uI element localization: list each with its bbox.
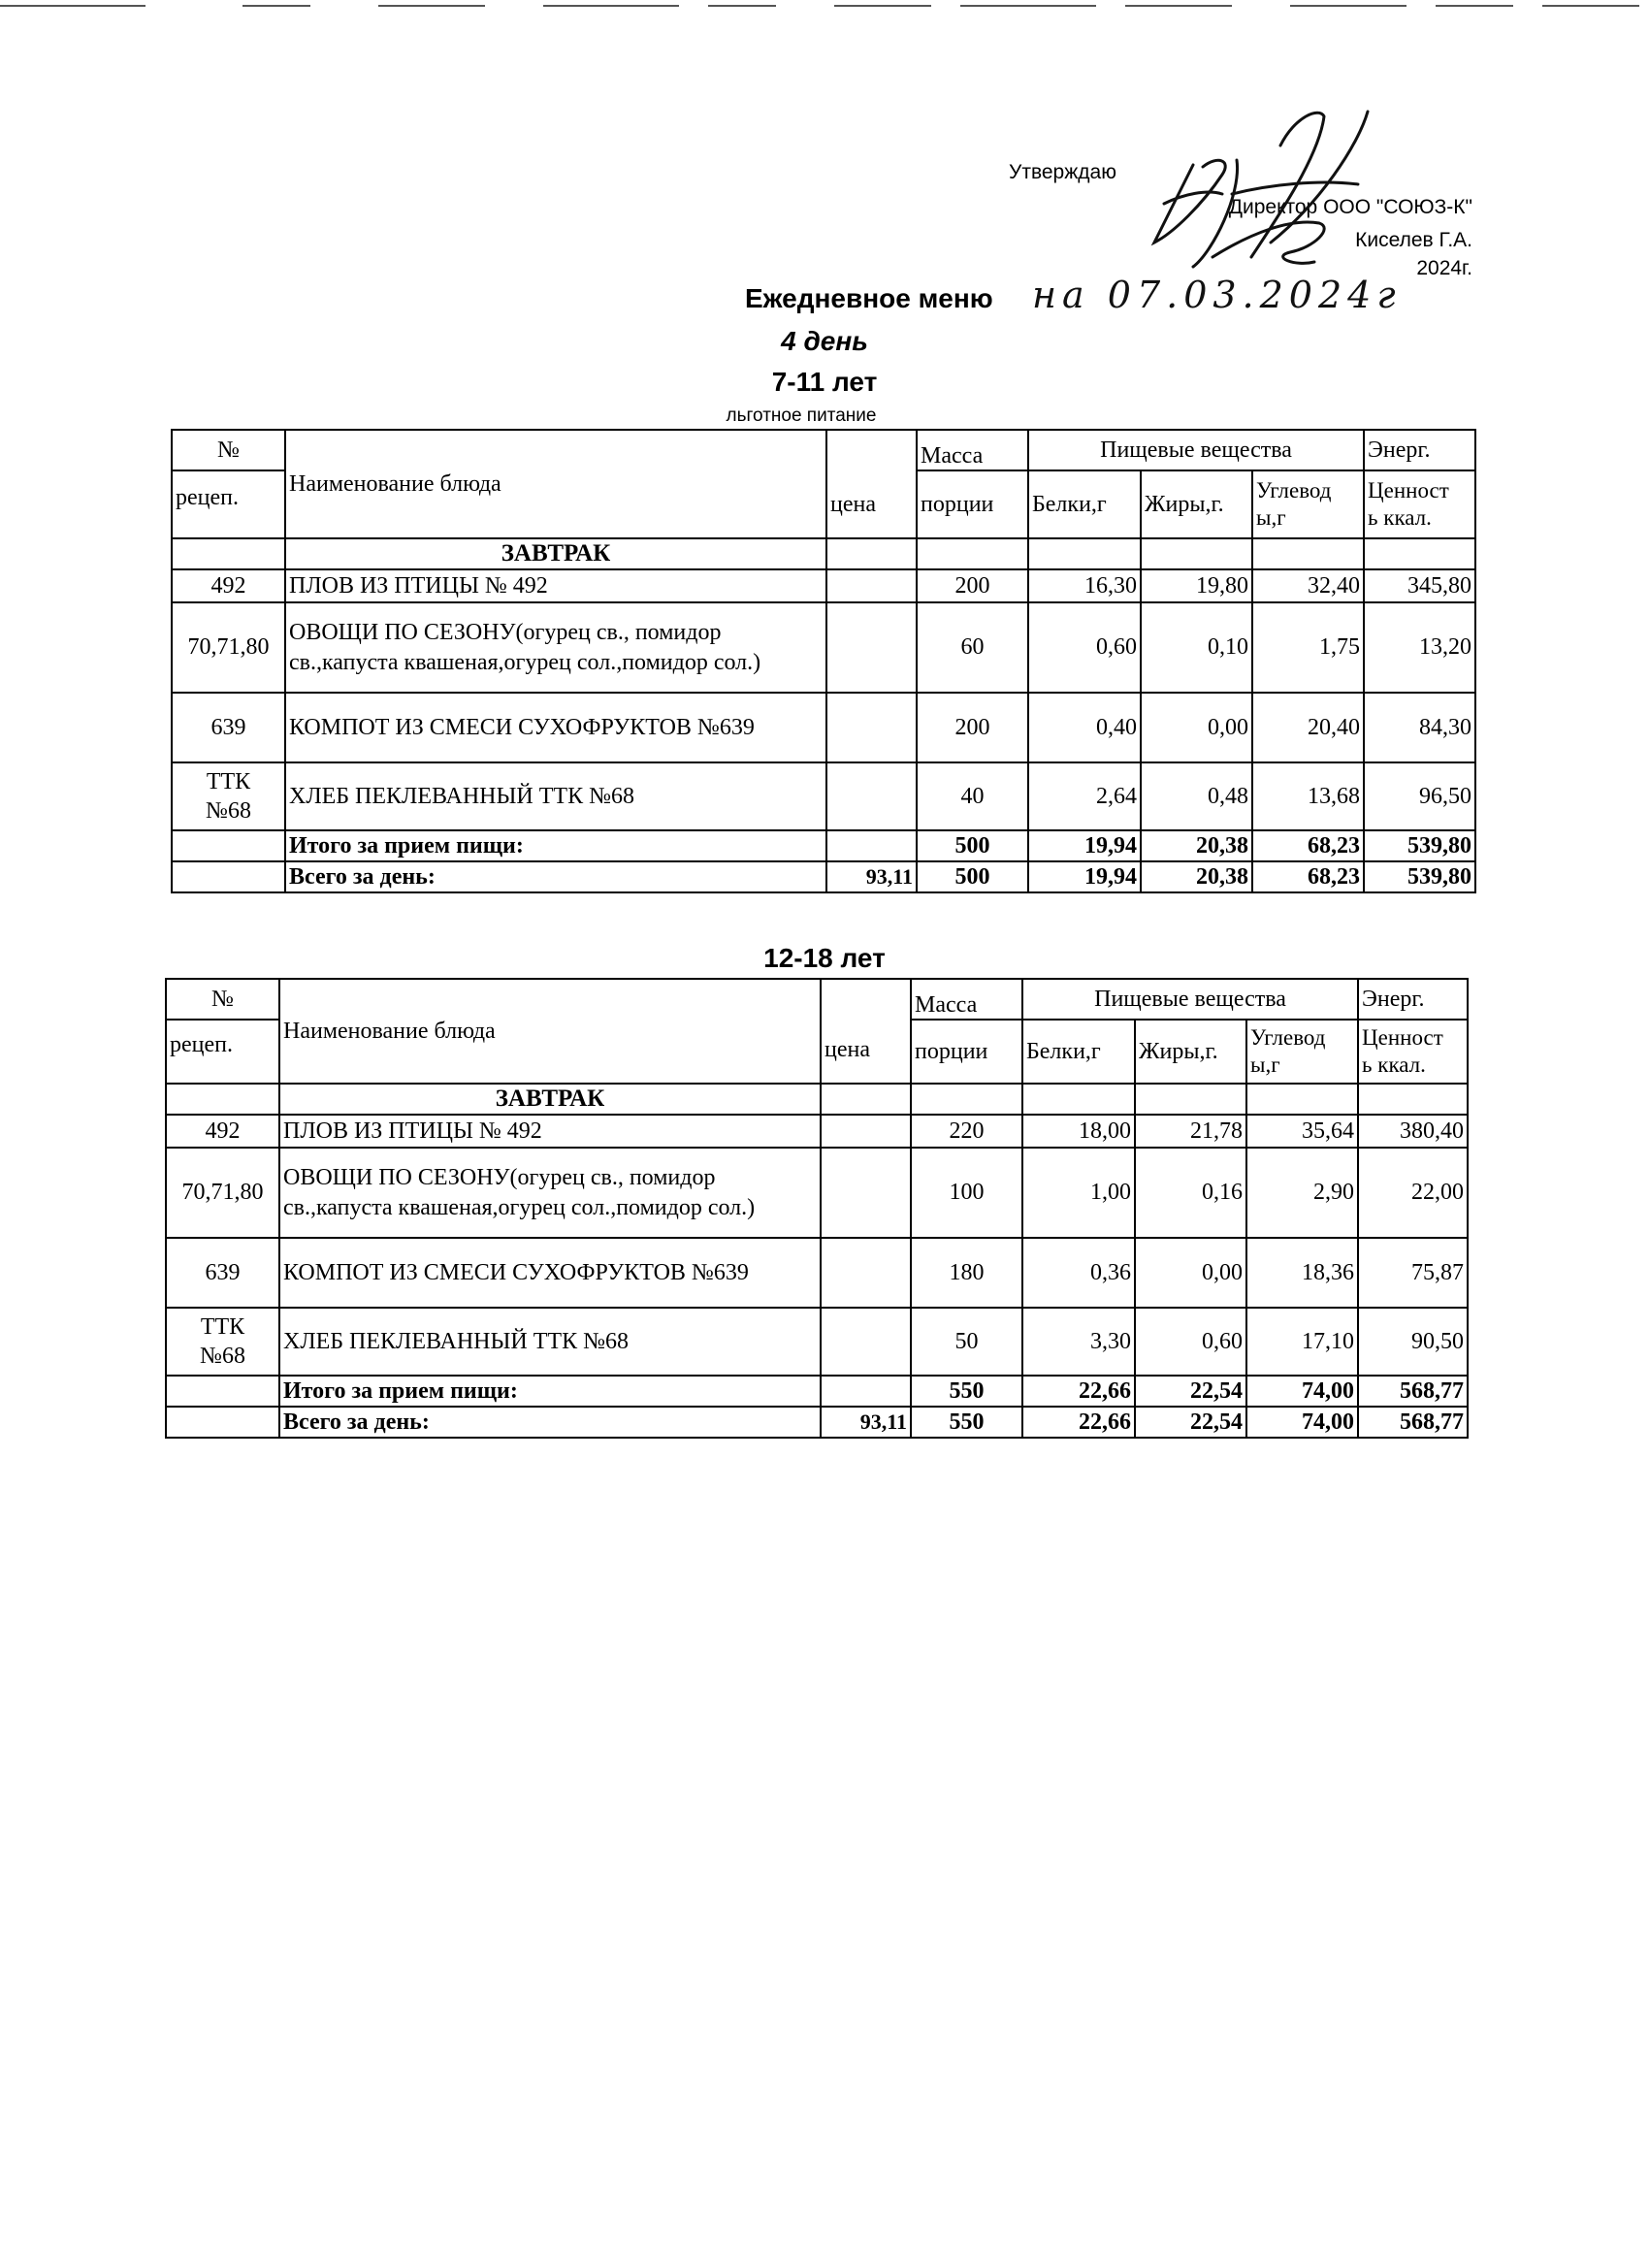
table-cell: ОВОЩИ ПО СЕЗОНУ(огурец св., помидор св.,капуста квашеная,огурец сол.,помидор сол.) (279, 1148, 821, 1238)
header-dish: Наименование блюда (285, 430, 826, 538)
meal-row (166, 1084, 1468, 1115)
table-cell: 639 (166, 1238, 279, 1308)
table-cell: 380,40 (1358, 1115, 1468, 1148)
table-cell (821, 1376, 911, 1407)
table-cell: 90,50 (1358, 1308, 1468, 1376)
table-cell: 20,40 (1252, 693, 1364, 762)
table-cell: 3,30 (1022, 1308, 1135, 1376)
table-row (172, 569, 1475, 602)
table-cell: 639 (172, 693, 285, 762)
meal-total-row (172, 830, 1475, 861)
table-cell: 68,23 (1252, 861, 1364, 892)
table-cell: 492 (172, 569, 285, 602)
table-cell: 0,60 (1028, 602, 1141, 693)
menu-title: Ежедневное меню (745, 283, 993, 313)
table-cell (826, 569, 917, 602)
table-cell: ХЛЕБ ПЕКЛЕВАННЫЙ ТТК №68 (279, 1308, 821, 1376)
table-cell (1246, 1084, 1358, 1115)
table-row (166, 1115, 1468, 1148)
menu-table-12-18 (165, 978, 1469, 1439)
table-cell: 100 (911, 1148, 1022, 1238)
header-energy-top: Энерг. (1364, 430, 1475, 470)
table-cell (1252, 538, 1364, 569)
table-cell: 180 (911, 1238, 1022, 1308)
table-cell: 20,38 (1141, 830, 1252, 861)
table-cell: 70,71,80 (166, 1148, 279, 1238)
day-total-row (166, 1407, 1468, 1438)
table-cell: 60 (917, 602, 1028, 693)
table-cell: 539,80 (1364, 830, 1475, 861)
header-recipe-top: № (166, 979, 279, 1020)
table-row (172, 693, 1475, 762)
table-cell: 75,87 (1358, 1238, 1468, 1308)
table-cell: ТТК №68 (166, 1308, 279, 1376)
table-cell: 20,38 (1141, 861, 1252, 892)
table-cell (821, 1148, 911, 1238)
header-fat: Жиры,г. (1141, 470, 1252, 538)
table-cell: КОМПОТ ИЗ СМЕСИ СУХОФРУКТОВ №639 (285, 693, 826, 762)
approval-name: Киселев Г.А. (1355, 229, 1472, 251)
table-cell: 22,66 (1022, 1407, 1135, 1438)
table-cell: 22,54 (1135, 1407, 1246, 1438)
table-cell: 32,40 (1252, 569, 1364, 602)
table-cell: 22,00 (1358, 1148, 1468, 1238)
header-carbs: Углевод ы,г (1246, 1020, 1358, 1084)
table-cell: 18,00 (1022, 1115, 1135, 1148)
table-cell (1358, 1084, 1468, 1115)
table-cell: 550 (911, 1407, 1022, 1438)
table-row (166, 1148, 1468, 1238)
table-cell (821, 1115, 911, 1148)
table-cell: Всего за день: (279, 1407, 821, 1438)
table-cell: 40 (917, 762, 1028, 830)
table-cell: 16,30 (1028, 569, 1141, 602)
header-price: цена (826, 430, 917, 538)
table-cell: 0,60 (1135, 1308, 1246, 1376)
approval-label: Утверждаю (1009, 161, 1116, 183)
table-cell: 539,80 (1364, 861, 1475, 892)
table-cell (821, 1308, 911, 1376)
table-cell (166, 1407, 279, 1438)
table-cell: 500 (917, 830, 1028, 861)
table-cell: Всего за день: (285, 861, 826, 892)
table-cell: 0,00 (1141, 693, 1252, 762)
table-header-row (172, 430, 1475, 470)
table-cell (1022, 1084, 1135, 1115)
header-dish: Наименование блюда (279, 979, 821, 1084)
table-cell (826, 830, 917, 861)
table-cell: 74,00 (1246, 1407, 1358, 1438)
table-cell: 2,90 (1246, 1148, 1358, 1238)
table-cell: 0,40 (1028, 693, 1141, 762)
table-cell: 200 (917, 693, 1028, 762)
table-cell: 1,00 (1022, 1148, 1135, 1238)
approval-position: Директор ООО "СОЮЗ-К" (1228, 196, 1472, 218)
table-cell (826, 602, 917, 693)
table-cell: 93,11 (821, 1407, 911, 1438)
table-cell: 19,94 (1028, 830, 1141, 861)
day-total-row (172, 861, 1475, 892)
table-cell: 22,66 (1022, 1376, 1135, 1407)
table-cell (1135, 1084, 1246, 1115)
table-cell: 13,68 (1252, 762, 1364, 830)
subsidy-label: льготное питание (726, 405, 877, 426)
table-cell: 0,00 (1135, 1238, 1246, 1308)
table-cell: 93,11 (826, 861, 917, 892)
table-cell: 68,23 (1252, 830, 1364, 861)
table-row (172, 762, 1475, 830)
table-cell: ХЛЕБ ПЕКЛЕВАННЫЙ ТТК №68 (285, 762, 826, 830)
table-cell (821, 1238, 911, 1308)
table-cell: 18,36 (1246, 1238, 1358, 1308)
table-cell: 345,80 (1364, 569, 1475, 602)
table-cell (1141, 538, 1252, 569)
header-carbs: Углевод ы,г (1252, 470, 1364, 538)
table-cell: Итого за прием пищи: (279, 1376, 821, 1407)
table-cell (826, 538, 917, 569)
table-cell (826, 693, 917, 762)
table-cell: 13,20 (1364, 602, 1475, 693)
table-cell: 568,77 (1358, 1376, 1468, 1407)
table-cell: 0,10 (1141, 602, 1252, 693)
table-cell (911, 1084, 1022, 1115)
menu-table-7-11 (171, 429, 1476, 893)
header-mass-bottom: порции (917, 470, 1028, 538)
table-cell: 500 (917, 861, 1028, 892)
table-cell (821, 1084, 911, 1115)
table-cell: 70,71,80 (172, 602, 285, 693)
header-protein: Белки,г (1028, 470, 1141, 538)
table-cell: 2,64 (1028, 762, 1141, 830)
header-energy: Ценност ь ккал. (1364, 470, 1475, 538)
table-cell: 568,77 (1358, 1407, 1468, 1438)
table-cell: 35,64 (1246, 1115, 1358, 1148)
table-cell: Итого за прием пищи: (285, 830, 826, 861)
header-fat: Жиры,г. (1135, 1020, 1246, 1084)
table-cell (1028, 538, 1141, 569)
table-cell: 200 (917, 569, 1028, 602)
table-cell: 550 (911, 1376, 1022, 1407)
table-cell: ОВОЩИ ПО СЕЗОНУ(огурец св., помидор св.,капуста квашеная,огурец сол.,помидор сол.) (285, 602, 826, 693)
table-cell: 1,75 (1252, 602, 1364, 693)
table-cell (166, 1084, 279, 1115)
approval-year: 2024г. (1416, 257, 1472, 279)
table-cell (172, 830, 285, 861)
meal-label: ЗАВТРАК (285, 538, 826, 569)
table-cell: 21,78 (1135, 1115, 1246, 1148)
table-cell: 19,94 (1028, 861, 1141, 892)
table-cell (172, 538, 285, 569)
table-cell (826, 762, 917, 830)
table-row (172, 602, 1475, 693)
table-cell: ПЛОВ ИЗ ПТИЦЫ № 492 (285, 569, 826, 602)
header-recipe-top: № (172, 430, 285, 470)
header-mass-bottom: порции (911, 1020, 1022, 1084)
table-cell: 22,54 (1135, 1376, 1246, 1407)
meal-row (172, 538, 1475, 569)
header-protein: Белки,г (1022, 1020, 1135, 1084)
header-nutrients: Пищевые вещества (1022, 979, 1358, 1020)
header-nutrients: Пищевые вещества (1028, 430, 1364, 470)
table-cell: 17,10 (1246, 1308, 1358, 1376)
table-cell: 220 (911, 1115, 1022, 1148)
header-recipe-bottom: рецеп. (172, 470, 285, 538)
table-row (166, 1238, 1468, 1308)
table-cell (166, 1376, 279, 1407)
table-cell (917, 538, 1028, 569)
table-cell: 0,48 (1141, 762, 1252, 830)
meal-total-row (166, 1376, 1468, 1407)
table-cell: 84,30 (1364, 693, 1475, 762)
table-cell: 492 (166, 1115, 279, 1148)
table-cell (1364, 538, 1475, 569)
table-cell: 0,16 (1135, 1148, 1246, 1238)
table-cell: 96,50 (1364, 762, 1475, 830)
table-cell: КОМПОТ ИЗ СМЕСИ СУХОФРУКТОВ №639 (279, 1238, 821, 1308)
handwritten-date: на 07.03.2024г (1032, 274, 1402, 316)
header-mass-top: Масса (917, 430, 1028, 470)
scan-artifact-line (0, 0, 1649, 19)
director-signature (1125, 87, 1416, 291)
table-cell: 50 (911, 1308, 1022, 1376)
table-cell: 0,36 (1022, 1238, 1135, 1308)
meal-label: ЗАВТРАК (279, 1084, 821, 1115)
header-price: цена (821, 979, 911, 1084)
header-recipe-bottom: рецеп. (166, 1020, 279, 1084)
header-energy-top: Энерг. (1358, 979, 1468, 1020)
table-cell: 74,00 (1246, 1376, 1358, 1407)
header-energy: Ценност ь ккал. (1358, 1020, 1468, 1084)
table-cell: 19,80 (1141, 569, 1252, 602)
table-cell: ПЛОВ ИЗ ПТИЦЫ № 492 (279, 1115, 821, 1148)
table-header-row (166, 979, 1468, 1020)
table-row (166, 1308, 1468, 1376)
table-cell (172, 861, 285, 892)
header-mass-top: Масса (911, 979, 1022, 1020)
table-cell: ТТК №68 (172, 762, 285, 830)
